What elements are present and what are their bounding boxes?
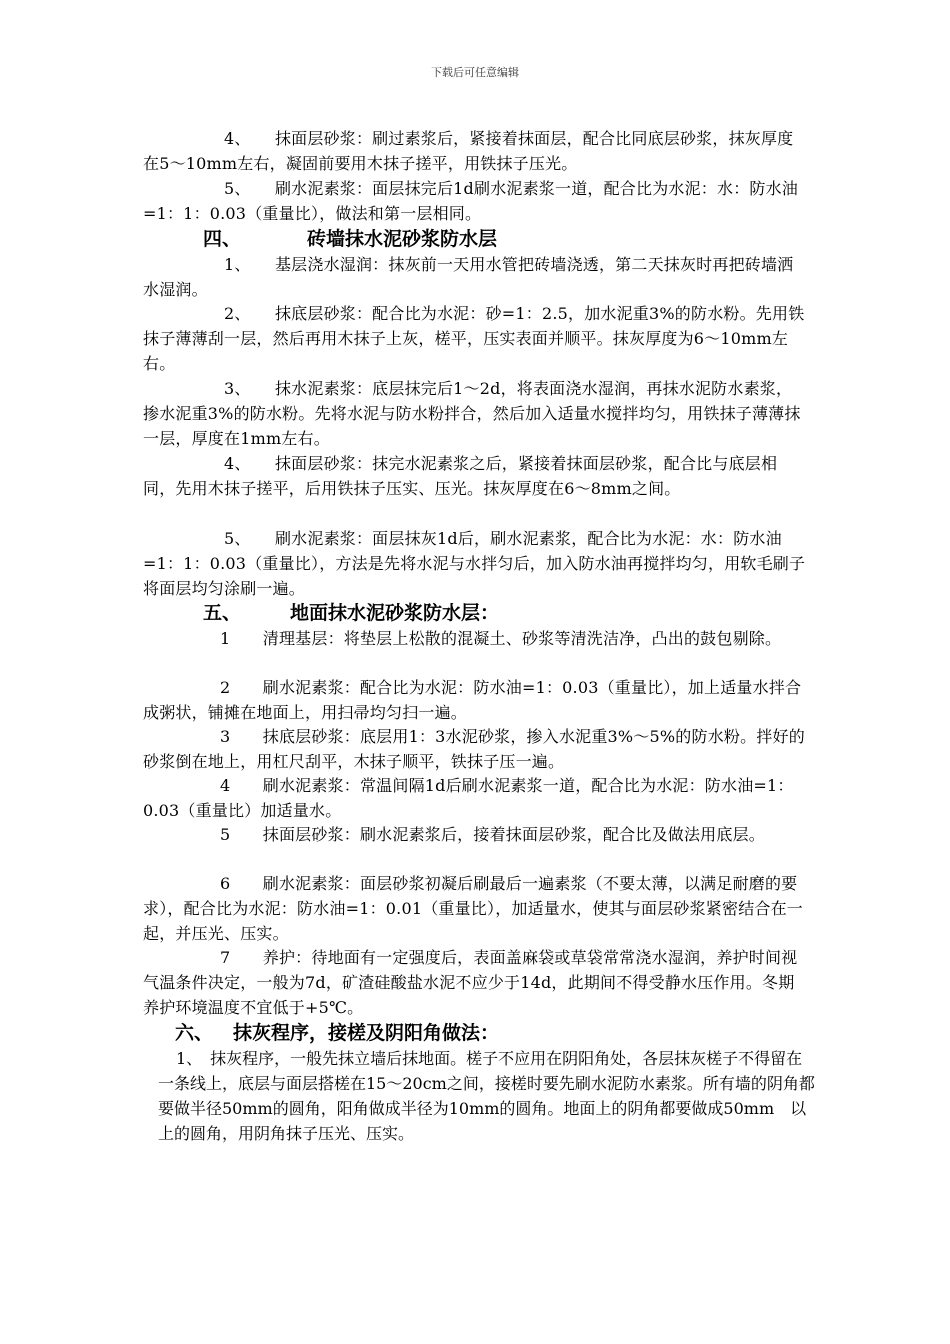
heading-number: 四、 bbox=[203, 228, 242, 250]
heading-title: 砖墙抹水泥砂浆防水层 bbox=[307, 228, 498, 250]
section-heading-6 bbox=[175, 1020, 499, 1046]
heading-title: 地面抹水泥砂浆防水层： bbox=[290, 602, 500, 624]
paragraph: 5、 刷水泥素浆：面层抹完后1d刷水泥素浆一道，配合比为水泥：水：防水油=1：1：0.03（重量比），做法和第一层相同。 bbox=[143, 179, 799, 223]
paragraph: 6 刷水泥素浆：面层砂浆初凝后刷最后一遍素浆（不要太薄，以满足耐磨的要求），配合比为水泥：防水油=1：0.01（重量比），加适量水，使其与面层砂浆紧密结合在一起，并压光、压实。 bbox=[143, 874, 804, 943]
page-header: 下载后可任意编辑 bbox=[431, 66, 519, 79]
paragraph: 5 抹面层砂浆：刷水泥素浆后，接着抹面层砂浆，配合比及做法用底层。 bbox=[220, 825, 765, 844]
paragraph: 2、 抹底层砂浆：配合比为水泥：砂=1：2.5，加水泥重3%的防水粉。先用铁抹子薄薄刮一层，然后再用木抹子上灰，槎平，压实表面并顺平。抹灰厚度为6～10mm左右。 bbox=[143, 304, 805, 373]
section-heading-4 bbox=[203, 226, 497, 252]
paragraph: 3 抹底层砂浆：底层用1：3水泥砂浆，掺入水泥重3%～5%的防水粉。拌好的砂浆倒在地上，用杠尺刮平，木抹子顺平，铁抹子压一遍。 bbox=[143, 727, 805, 771]
paragraph: 1、 抹灰程序，一般先抹立墙后抹地面。槎子不应用在阴阳角处，各层抹灰槎子不得留在一条线上，底层与面层搭槎在15～20cm之间，接槎时要先刷水泥防水素浆。所有墙的阴角都要做半径50mm的圆角，阳角做成半径为10mm的圆角。地面上的阴角都要做成50mm 以上的圆角，用阴角抹子压光、压实。 bbox=[158, 1049, 815, 1143]
paragraph: 2 刷水泥素浆：配合比为水泥：防水油=1：0.03（重量比），加上适量水拌合成粥状，铺摊在地面上，用扫帚均匀扫一遍。 bbox=[143, 678, 802, 722]
paragraph: 4、 抹面层砂浆：刷过素浆后，紧接着抹面层，配合比同底层砂浆，抹灰厚度在5～10mm左右，凝固前要用木抹子搓平，用铁抹子压光。 bbox=[143, 129, 794, 173]
paragraph: 4、 抹面层砂浆：抹完水泥素浆之后，紧接着抹面层砂浆，配合比与底层相同，先用木抹子搓平，后用铁抹子压实、压光。抹灰厚度在6～8mm之间。 bbox=[143, 454, 778, 498]
paragraph: 3、 抹水泥素浆：底层抹完后1～2d，将表面浇水湿润，再抹水泥防水素浆，掺水泥重3%的防水粉。先将水泥与防水粉拌合，然后加入适量水搅拌均匀，用铁抹子薄薄抹一层，厚度在1mm左右。 bbox=[143, 379, 801, 448]
paragraph: 1 清理基层：将垫层上松散的混凝土、砂浆等清洗洁净，凸出的鼓包剔除。 bbox=[220, 629, 782, 648]
paragraph: 5、 刷水泥素浆：面层抹灰1d后，刷水泥素浆，配合比为水泥：水：防水油=1：1：0.03（重量比），方法是先将水泥与水拌匀后，加入防水油再搅拌均匀，用软毛刷子将面层均匀涂刷一遍。 bbox=[143, 529, 806, 598]
paragraph: 7 养护：待地面有一定强度后，表面盖麻袋或草袋常常浇水湿润，养护时间视气温条件决定，一般为7d，矿渣硅酸盐水泥不应少于14d，此期间不得受静水压作用。冬期养护环境温度不宜低于+5℃。 bbox=[143, 948, 798, 1017]
section-heading-5 bbox=[203, 600, 499, 626]
paragraph: 4 刷水泥素浆：常温间隔1d后刷水泥素浆一道，配合比为水泥：防水油=1：0.03（重量比）加适量水。 bbox=[143, 776, 794, 820]
heading-title: 抹灰程序，接槎及阴阳角做法： bbox=[233, 1022, 500, 1044]
heading-number: 六、 bbox=[175, 1022, 214, 1044]
paragraph: 1、 基层浇水湿润：抹灰前一天用水管把砖墙浇透，第二天抹灰时再把砖墙洒水湿润。 bbox=[143, 255, 794, 299]
heading-number: 五、 bbox=[203, 602, 242, 624]
